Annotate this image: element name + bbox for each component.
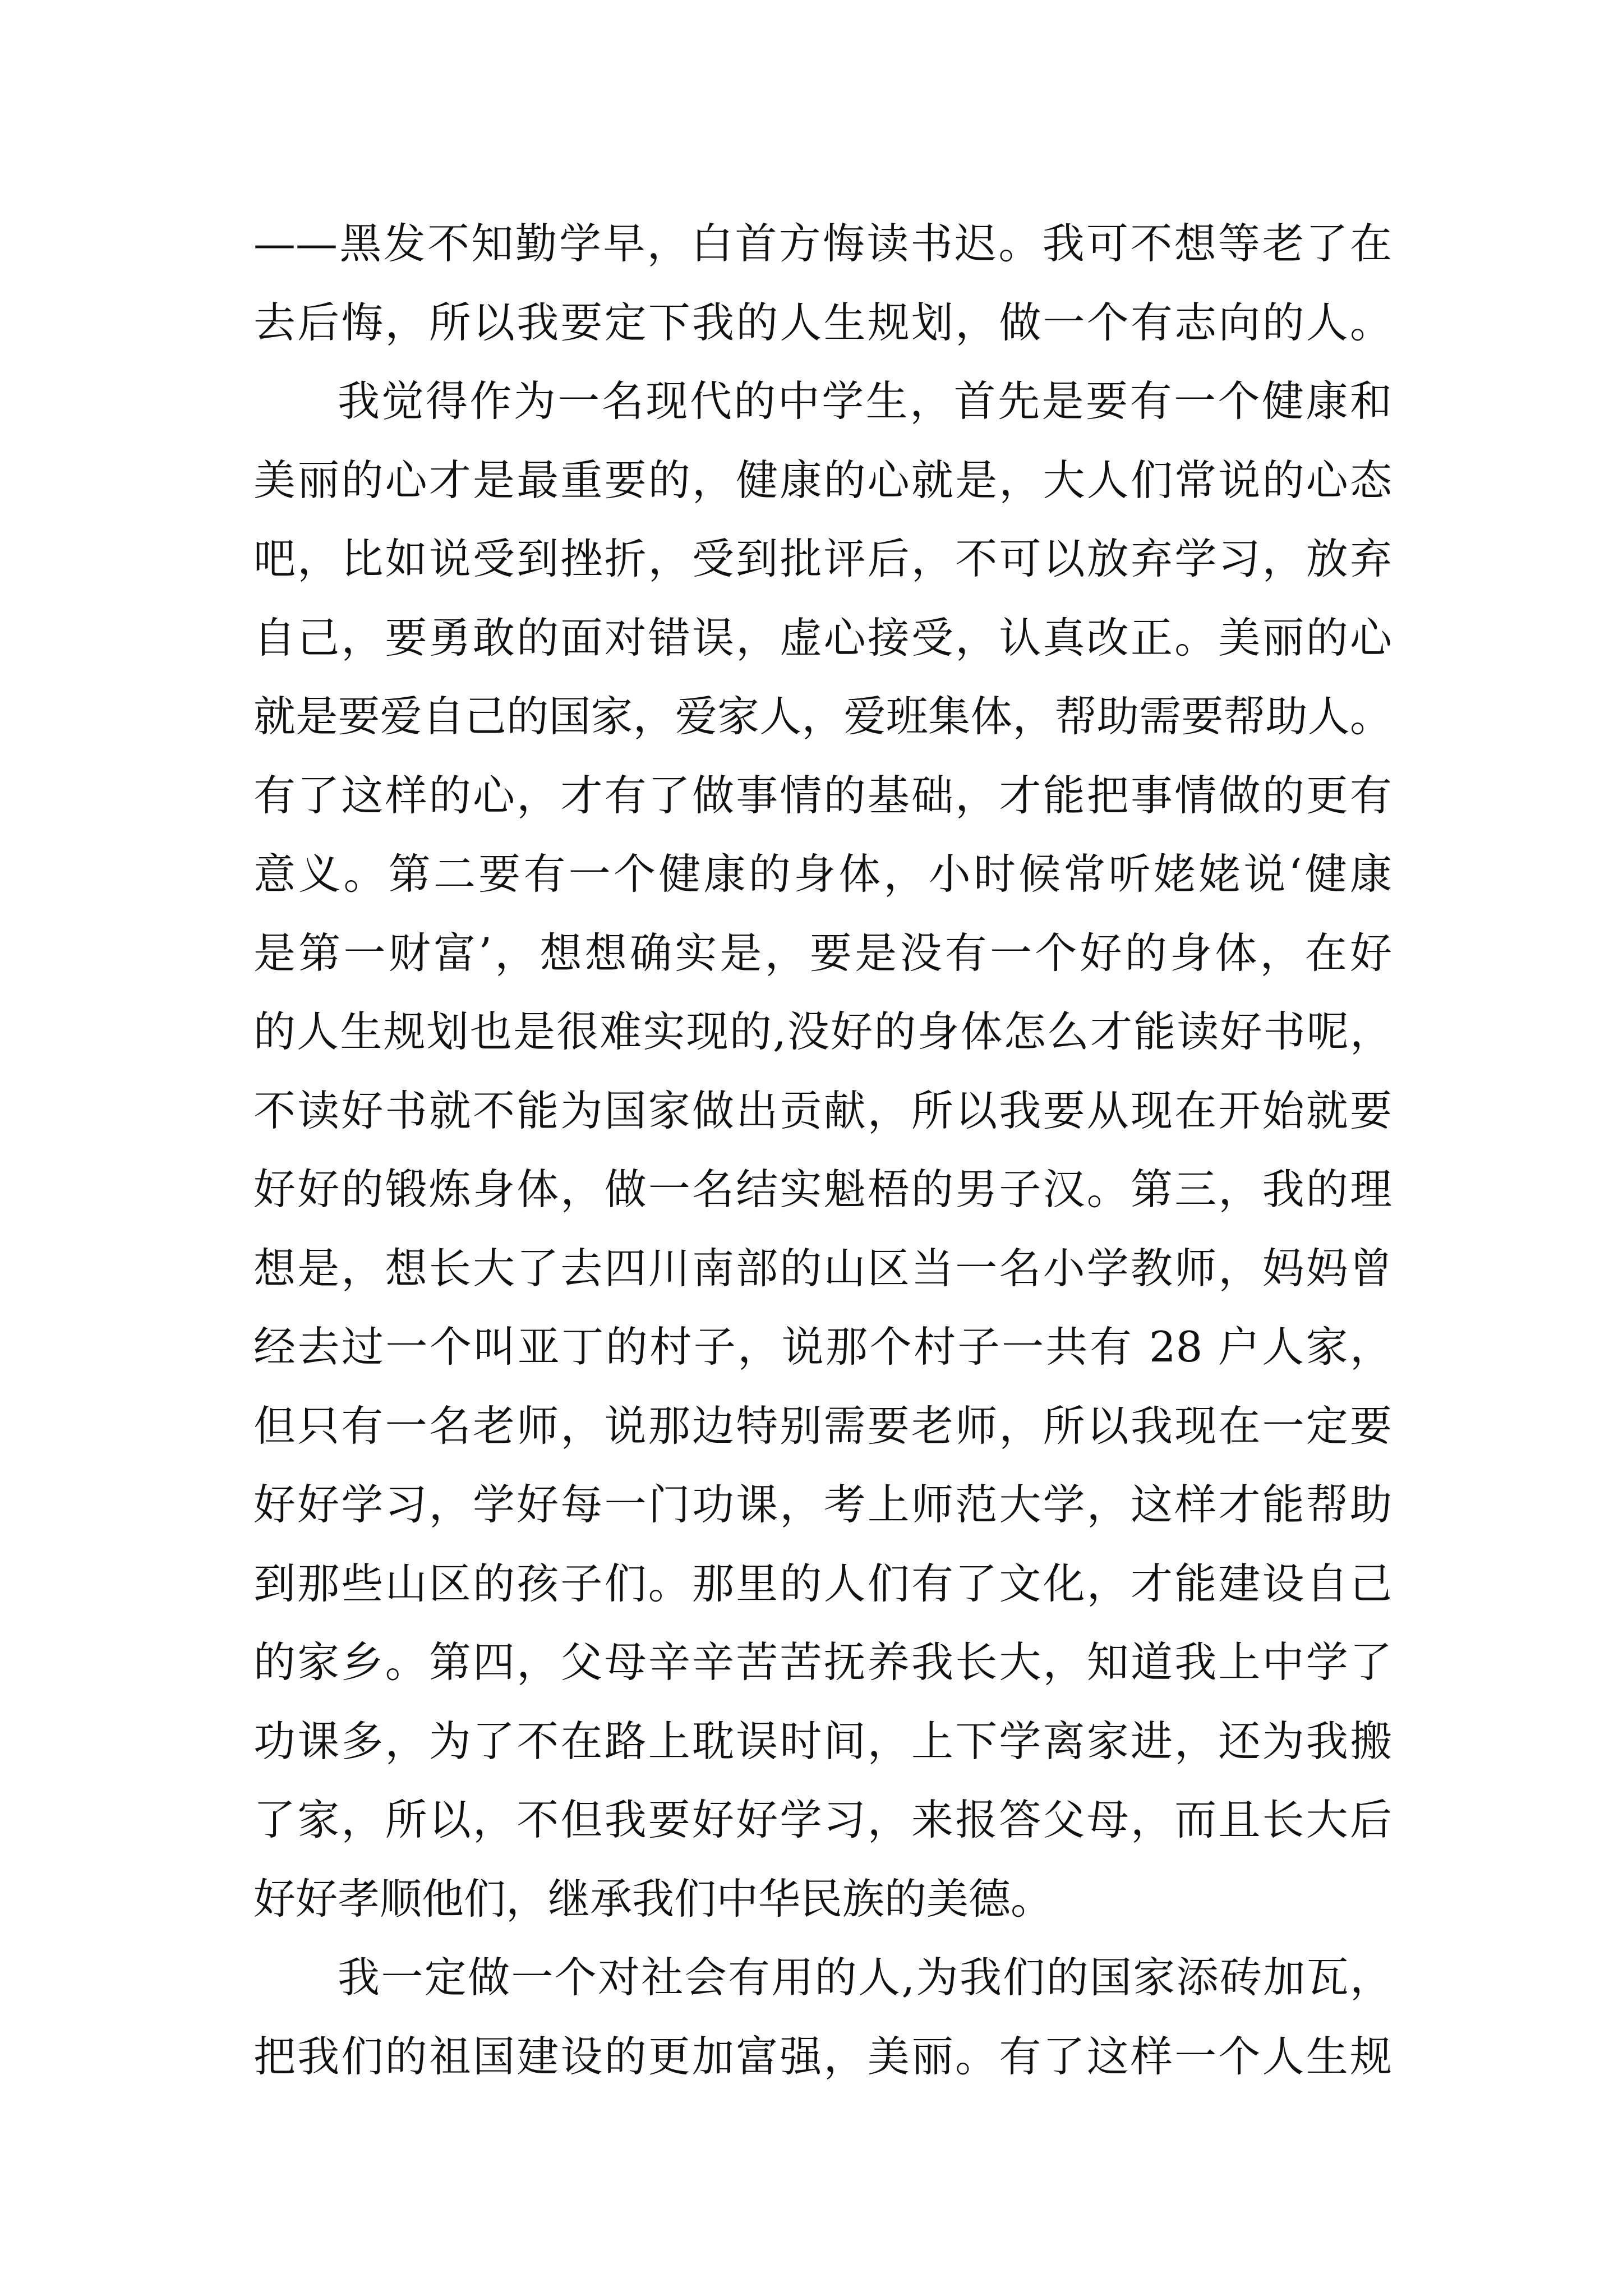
text-line: 把我们的祖国建设的更加富强，美丽。有了这样一个人生规	[253, 2031, 1392, 2081]
text-line: 有了这样的心，才有了做事情的基础，才能把事情做的更有	[253, 770, 1392, 820]
text-line: 经去过一个叫亚丁的村子，说那个村子一共有 28 户人家，	[253, 1322, 1392, 1372]
text-line: ——黑发不知勤学早，白首方悔读书迟。我可不想等老了在	[253, 219, 1392, 268]
text-line: 不读好书就不能为国家做出贡献，所以我要从现在开始就要	[253, 1085, 1392, 1135]
paragraph-2	[253, 362, 1392, 1938]
text-line: 吧，比如说受到挫折，受到批评后，不可以放弃学习，放弃	[253, 534, 1392, 583]
text-line: 自己，要勇敢的面对错误，虚心接受，认真改正。美丽的心	[253, 613, 1392, 662]
paragraph-1	[253, 204, 1392, 362]
text-line: 功课多，为了不在路上耽误时间，上下学离家进，还为我搬	[253, 1716, 1392, 1766]
text-line: 好好孝顺他们，继承我们中华民族的美德。	[253, 1874, 1053, 1924]
text-line: 的人生规划也是很难实现的,没好的身体怎么才能读好书呢，	[253, 1007, 1392, 1056]
text-line: 我一定做一个对社会有用的人,为我们的国家添砖加瓦，	[338, 1953, 1392, 2002]
text-line: 我觉得作为一名现代的中学生，首先是要有一个健康和	[338, 376, 1392, 426]
text-line: 意义。第二要有一个健康的身体，小时候常听姥姥说‘健康	[253, 849, 1392, 899]
text-line: 美丽的心才是最重要的，健康的心就是，大人们常说的心态	[253, 455, 1392, 505]
paragraph-3	[253, 1938, 1392, 2096]
text-line: 想是，想长大了去四川南部的山区当一名小学教师，妈妈曾	[253, 1243, 1392, 1293]
text-line: 去后悔，所以我要定下我的人生规划，做一个有志向的人。	[253, 297, 1392, 347]
text-line: 就是要爱自己的国家，爱家人，爱班集体，帮助需要帮助人。	[253, 692, 1392, 741]
text-line: 但只有一名老师，说那边特别需要老师，所以我现在一定要	[253, 1401, 1392, 1451]
text-line: 是第一财富’，想想确实是，要是没有一个好的身体，在好	[253, 928, 1392, 978]
text-line: 到那些山区的孩子们。那里的人们有了文化，才能建设自己	[253, 1558, 1392, 1608]
text-line: 的家乡。第四，父母辛辛苦苦抚养我长大，知道我上中学了	[253, 1637, 1392, 1687]
text-line: 好好学习，学好每一门功课，考上师范大学，这样才能帮助	[253, 1480, 1392, 1529]
document-body	[253, 204, 1392, 2096]
text-line: 好好的锻炼身体，做一名结实魁梧的男子汉。第三，我的理	[253, 1165, 1392, 1214]
text-line: 了家，所以，不但我要好好学习，来报答父母，而且长大后	[253, 1795, 1392, 1844]
